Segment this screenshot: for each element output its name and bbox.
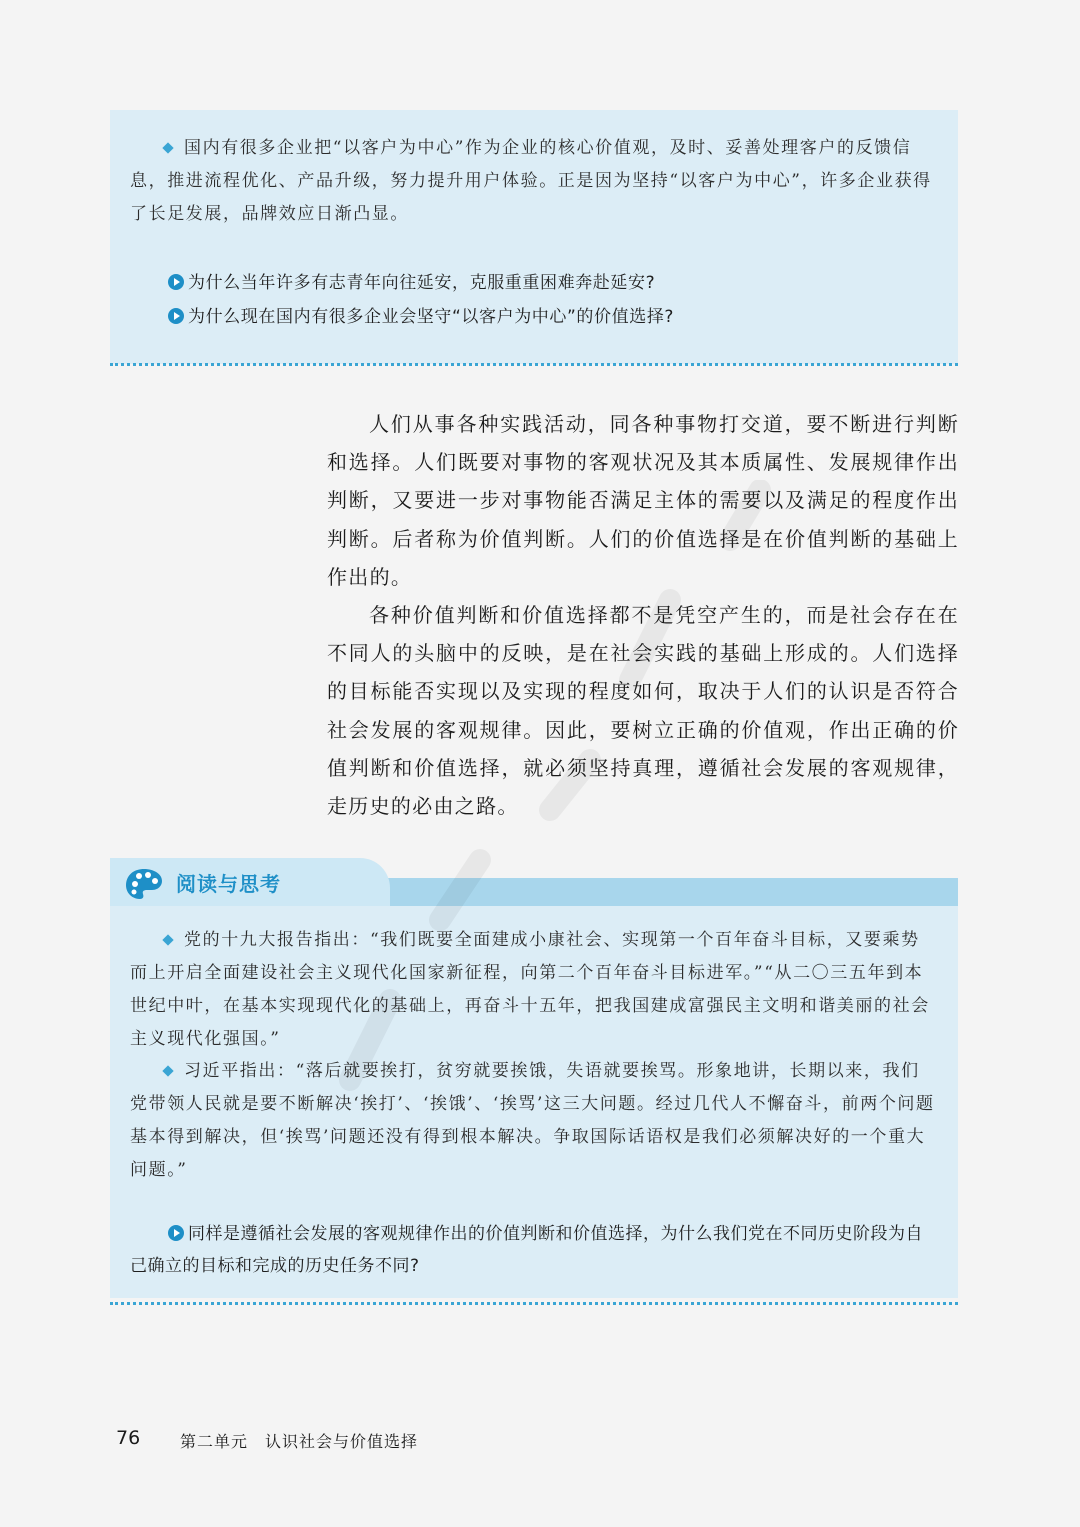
arrow-circle-icon [168, 1225, 184, 1241]
arrow-circle-icon [168, 308, 184, 324]
top-question-1: 为什么当年许多有志青年向往延安，克服重重困难奔赴延安? [168, 268, 655, 293]
dotted-divider [110, 363, 958, 366]
top-box-paragraph: 国内有很多企业把“以客户为中心”作为企业的核心价值观，及时、妥善处理客户的反馈信息，推进流程优化、产品升级，努力提升用户体验。正是因为坚持“以客户为中心”，许多企业获得了长足发展，品牌效应日渐凸显。 [130, 138, 932, 224]
reading-question: 同样是遵循社会发展的客观规律作出的价值判断和价值选择，为什么我们党在不同历史阶段为自己确立的目标和完成的历史任务不同? [130, 1224, 923, 1276]
palette-icon [124, 866, 164, 902]
main-body-text [327, 405, 959, 825]
top-question-2: 为什么现在国内有很多企业会坚守“以客户为中心”的价值选择? [168, 302, 674, 327]
section-title: 阅读与思考 [176, 872, 281, 896]
diamond-bullet-icon [162, 934, 173, 945]
unit-title: 第二单元 认识社会与价值选择 [180, 1432, 419, 1451]
reading-paragraph-2: 习近平指出：“落后就要挨打，贫穷就要挨饿，失语就要挨骂。形象地讲，长期以来，我们党带领人民就是要不断解决‘挨打’、‘挨饿’、‘挨骂’这三大问题。经过几代人不懈奋斗，前两个问题基本得到解决，但‘挨骂’问题还没有得到根本解决。争取国际话语权是我们必须解决好的一个重大问题。” [130, 1061, 935, 1180]
diamond-bullet-icon [162, 1065, 173, 1076]
page-number: 76 [116, 1427, 141, 1449]
body-paragraph: 各种价值判断和价值选择都不是凭空产生的，而是社会存在在不同人的头脑中的反映，是在社会实践的基础上形成的。人们选择的目标能否实现以及实现的程度如何，取决于人们的认识是否符合社会发展的客观规律。因此，要树立正确的价值观，作出正确的价值判断和价值选择，就必须坚持真理，遵循社会发展的客观规律，走历史的必由之路。 [327, 603, 959, 819]
arrow-circle-icon [168, 274, 184, 290]
reading-paragraph-1: 党的十九大报告指出：“我们既要全面建成小康社会、实现第一个百年奋斗目标，又要乘势而上开启全面建设社会主义现代化国家新征程，向第二个百年奋斗目标进军。”“从二〇三五年到本世纪中叶，在基本实现现代化的基础上，再奋斗十五年，把我国建成富强民主文明和谐美丽的社会主义现代化强国。” [130, 930, 930, 1049]
body-paragraph: 人们从事各种实践活动，同各种事物打交道，要不断进行判断和选择。人们既要对事物的客观状况及其本质属性、发展规律作出判断，又要进一步对事物能否满足主体的需要以及满足的程度作出判断。后者称为价值判断。人们的价值选择是在价值判断的基础上作出的。 [327, 412, 959, 589]
dotted-divider [110, 1302, 958, 1305]
diamond-bullet-icon [162, 142, 173, 153]
